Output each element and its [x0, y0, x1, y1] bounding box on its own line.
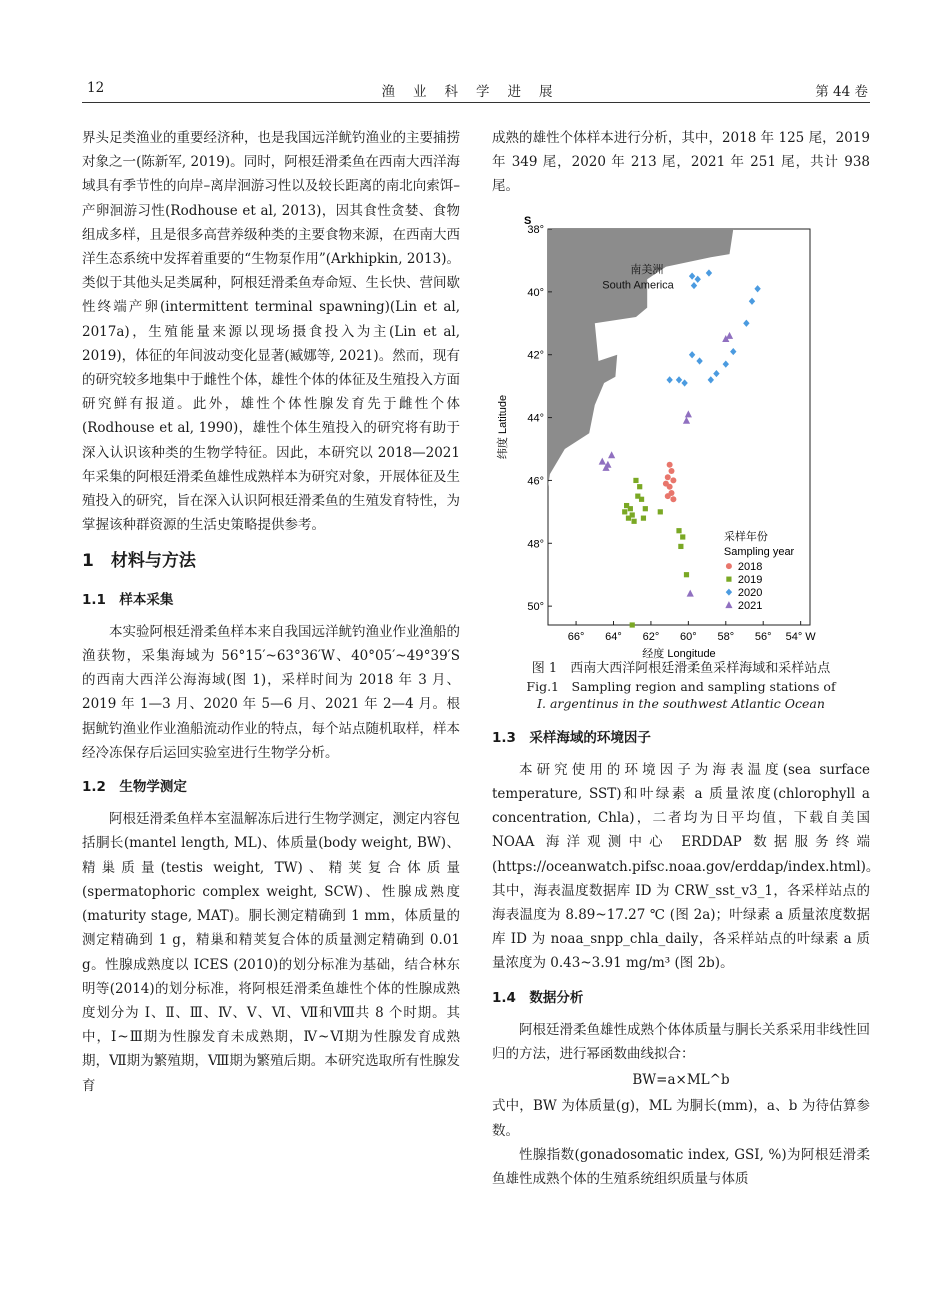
legend-label-2021: 2021: [737, 599, 763, 612]
x-tick-label: 60°: [680, 630, 697, 643]
paragraph: 本研究使用的环境因子为海表温度(sea surface temperature, SST)和叶绿素 a 质量浓度(chlorophyll a concentration, Chla)，二者均为日平均值，下载自美国 NOAA 海洋观测中心 ERDDAP 数据服务终端(https://oceanwatch.pifsc.noaa.gov/erddap/index.html)。其中，海表温度数据库 ID 为 CRW_sst_v3_1，各采样站点的海表温度为 8.89~17.27 ℃ (图 2a)；叶绿素 a 质量浓度数据库 ID 为 noaa_snpp_chla_daily，各采样站点的叶绿素 a 质量浓度为 0.43~3.91 mg/m³ (图 2b)。: [492, 761, 880, 972]
point-2019: [631, 518, 636, 523]
figure-caption-en: Fig.1 Sampling region and sampling stations of: [526, 678, 836, 694]
x-tick-label: 54° W: [785, 630, 816, 643]
land-label-en: South America: [602, 279, 674, 292]
paragraph: 成熟的雄性个体样本进行分析，其中，2018 年 125 尾，2019 年 349 尾，2020 年 213 尾，2021 年 251 尾，共计 938 尾。: [492, 130, 870, 195]
subsection-heading: 1.3 采样海域的环境因子: [492, 729, 651, 746]
figure-1: [492, 209, 870, 660]
x-tick-label: 66°: [567, 630, 585, 643]
point-2019: [628, 506, 633, 511]
section-heading: 1 材料与方法: [82, 551, 196, 572]
x-tick-label: 62°: [642, 630, 660, 643]
x-tick-label: 56°: [754, 630, 772, 643]
volume-number: 第 44 卷: [815, 84, 868, 100]
legend-label-2020: 2020: [737, 586, 763, 599]
point-2018: [667, 461, 673, 467]
figure-caption-cn: 图 1 西南大西洋阿根廷滑柔鱼采样海域和采样站点: [531, 660, 831, 676]
figure-caption-en-2: I. argentinus in the southwest Atlantic Ocean: [537, 695, 825, 711]
point-2019: [641, 515, 646, 520]
x-tick-label: 58°: [717, 630, 735, 643]
paragraph: 阿根廷滑柔鱼雄性成熟个体体质量与胴长关系采用非线性回归的方法，进行幂函数曲线拟合：: [492, 1021, 870, 1063]
left-column: [82, 126, 460, 1098]
subsection-heading: 1.2 生物学测定: [82, 779, 187, 796]
journal-title: 渔业科学进展: [381, 84, 571, 100]
point-2019: [684, 572, 689, 577]
y-tick-label: 42°: [527, 349, 544, 362]
legend-title-en: Sampling year: [723, 545, 795, 558]
point-2019: [633, 477, 638, 482]
point-2018: [670, 477, 676, 483]
x-axis-label: 经度 Longitude: [642, 647, 716, 660]
point-2019: [639, 496, 644, 501]
legend-marker-2018: [726, 563, 732, 569]
point-2019: [676, 528, 681, 533]
y-tick-label: 44°: [527, 412, 544, 425]
point-2019: [658, 509, 663, 514]
point-2019: [626, 515, 631, 520]
point-2018: [665, 474, 671, 480]
point-2018: [665, 493, 671, 499]
right-column: [492, 126, 880, 1191]
point-2019: [630, 622, 635, 627]
point-2018: [669, 468, 675, 474]
paragraph: 本实验阿根廷滑柔鱼样本来自我国远洋鱿钓渔业作业渔船的渔获物，采集海域为 56°15′~63°36′W、40°05′~49°39′S 的西南大西洋公海海域(图 1)，采样时间为 2018 年 3 月、2019 年 1—3 月、2020 年 5—6 月、2021 年 2—4 月。根据鱿钓渔业作业渔船流动作业的特点，每个站点随机取样，样本经冷冻保存后运回实验室进行生物学分析。: [82, 623, 460, 761]
sampling-map: [492, 209, 870, 660]
legend-label-2019: 2019: [737, 573, 763, 586]
point-2019: [680, 534, 685, 539]
x-tick-label: 64°: [605, 630, 622, 643]
y-tick-label: 38°: [527, 223, 544, 236]
y-tick-label: 46°: [527, 475, 544, 488]
legend-marker-2019: [726, 576, 731, 581]
y-tick-label: 48°: [527, 537, 544, 550]
legend-title-cn: 采样年份: [723, 530, 768, 543]
page-header: [82, 78, 870, 103]
point-2019: [643, 506, 648, 511]
legend-label-2018: 2018: [737, 560, 763, 573]
paragraph: 阿根廷滑柔鱼样本室温解冻后进行生物学测定，测定内容包括胴长(mantel length, ML)、体质量(body weight, BW)、精巢质量(testis weight, TW)、精荚复合体质量(spermatophoric complex weight, SCW)、性腺成熟度(maturity stage, MAT)。胴长测定精确到 1 mm，体质量的测定精确到 1 g，精巢和精荚复合体的质量测定精确到 0.01 g。性腺成熟度以 ICES (2010)的划分标准为基础，结合林东明等(2014)的划分标准，将阿根廷滑柔鱼雄性个体的性腺成熟度划分为 Ⅰ、Ⅱ、Ⅲ、Ⅳ、Ⅴ、Ⅵ、Ⅶ和Ⅷ共 8 个时期。其中，Ⅰ~Ⅲ期为性腺发育未成熟期，Ⅳ~Ⅵ期为性腺发育成熟期，Ⅶ期为繁殖期，Ⅷ期为繁殖后期。本研究选取所有性腺发育: [82, 811, 460, 1094]
point-2018: [670, 496, 676, 502]
point-2018: [667, 483, 673, 489]
page-number: 12: [87, 80, 105, 96]
y-tick-label: 50°: [527, 600, 544, 613]
paragraph: 式中，BW 为体质量(g)，ML 为胴长(mm)，a、b 为待估算参数。: [492, 1098, 870, 1139]
formula: BW=a×ML^b: [632, 1072, 730, 1089]
y-axis-label: 纬度 Latitude: [497, 394, 509, 459]
point-2019: [622, 509, 627, 514]
paragraph: 性腺指数(gonadosomatic index, GSI, %)为阿根廷滑柔鱼雄性成熟个体的生殖系统组织质量与体质: [492, 1146, 870, 1188]
land-label-cn: 南美洲: [630, 263, 664, 276]
subsection-heading: 1.1 样本采集: [82, 591, 174, 608]
paragraph: 界头足类渔业的重要经济种，也是我国远洋鱿钓渔业的主要捕捞对象之一(陈新军, 2019)。同时，阿根廷滑柔鱼在西南大西洋海域具有季节性的向岸–离岸洄游习性以及较长距离的南北向索饵–产卵洄游习性(Rodhouse et al, 2013)，因其食性贪婪、食物组成多样，且是很多高营养级种类的主要食物来源，在西南大西洋生态系统中发挥着重要的“生物泵作用”(Arkhipkin, 2013)。类似于其他头足类属种，阿根廷滑柔鱼寿命短、生长快、营间歇性终端产卵(intermittent terminal spawning)(Lin et al, 2017a)，生殖能量来源以现场摄食投入为主(Lin et al, 2019)，体征的年间波动变化显著(臧娜等, 2021)。然而，现有的研究较多地集中于雌性个体，雄性个体的体征及生殖投入方面研究鲜有报道。此外，雄性个体性腺发育先于雌性个体(Rodhouse et al, 1990)，雄性个体生殖投入的研究将有助于深入认识该种类的生物学特征。因此，本研究以 2018—2021 年采集的阿根廷滑柔鱼雄性成熟样本为研究对象，开展体征及生殖投入的研究，旨在深入认识阿根廷滑柔鱼的生殖发育特性，为掌握该种群资源的生活史策略提供参考。: [82, 130, 460, 534]
subsection-heading: 1.4 数据分析: [492, 989, 584, 1006]
point-2019: [678, 543, 683, 548]
y-tick-label: 40°: [527, 286, 544, 299]
point-2019: [637, 484, 642, 489]
y-axis-marker: S: [524, 214, 532, 227]
